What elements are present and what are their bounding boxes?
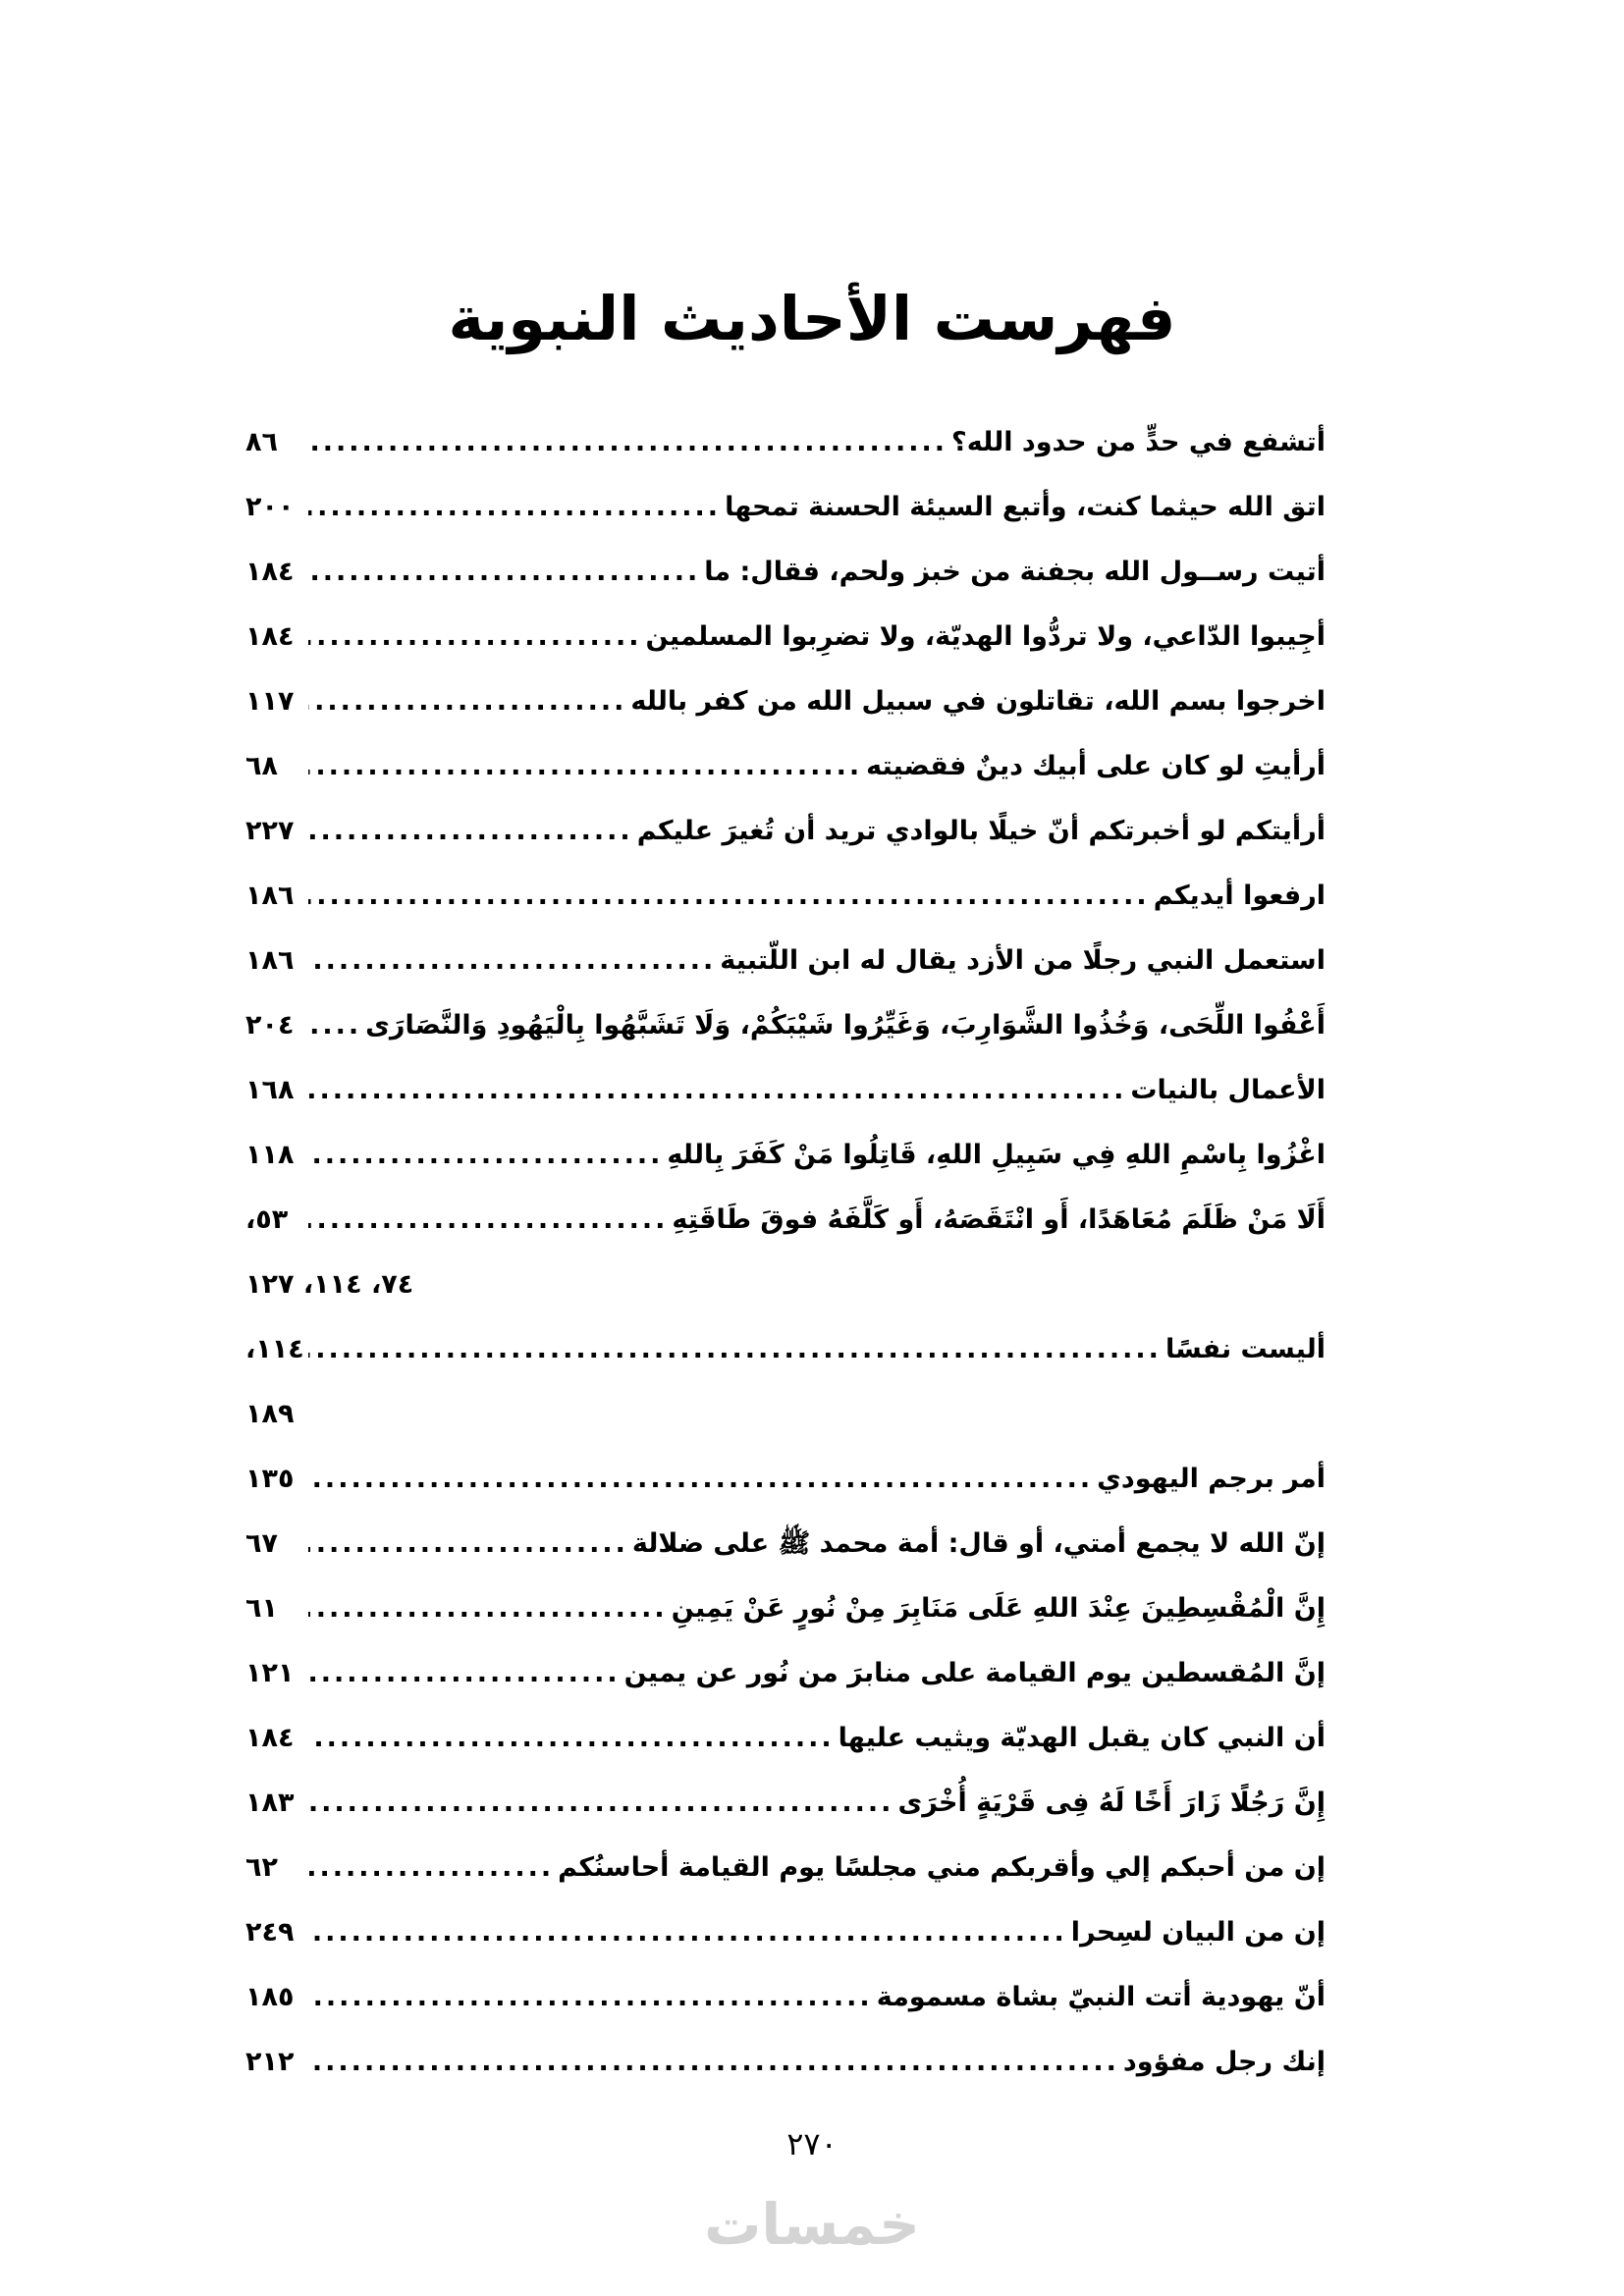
- entry-page-numbers: ١٢١: [245, 1658, 295, 1688]
- entry-text: أليست نفسًا: [1164, 1334, 1326, 1364]
- entry-page-numbers: ١٦٨: [245, 1075, 295, 1105]
- entry-text: اخرجوا بسم الله، تقاتلون في سبيل الله من كفر بالله: [630, 686, 1326, 717]
- entry-text: أن النبي كان يقبل الهديّة ويثيب عليها: [838, 1723, 1326, 1753]
- hadith-index-list: [245, 410, 1326, 2095]
- entry-text: إنَّ المُقسطين يوم القيامة على منابرَ من نُور عن يمين: [623, 1658, 1326, 1688]
- dot-leader: [308, 669, 626, 734]
- index-entry: [245, 1188, 1326, 1253]
- dot-leader: [308, 864, 1150, 929]
- index-entry: [245, 929, 1326, 993]
- entry-page-numbers: ٢٠٠: [245, 492, 295, 522]
- dot-leader: [308, 1123, 663, 1188]
- entry-page-numbers: ١٨٤: [245, 621, 295, 652]
- entry-page-numbers: ١٨٦: [245, 945, 295, 976]
- index-entry: [245, 1641, 1326, 1706]
- entry-page-numbers: ٦٨: [245, 751, 278, 781]
- entry-text: أرأيتكم لو أخبرتكم أنّ خيلًا بالوادي تريد أن تُغيرَ عليكم: [636, 816, 1326, 846]
- dot-leader: [308, 1317, 1162, 1382]
- index-entry: [245, 1058, 1326, 1123]
- entry-page-numbers: ٢٤٩: [245, 1917, 295, 1948]
- entry-text: أَعْفُوا اللِّحَى، وَخُذُوا الشَّوَارِبَ، وَغَيِّرُوا شَيْبَكُمْ، وَلَا تَشَبَّهُوا بِالْيَهُودِ وَالنَّصَارَى: [365, 1010, 1326, 1041]
- index-entry: [245, 1900, 1326, 1965]
- dot-leader: [308, 410, 947, 475]
- entry-page-continuation: ١٨٩: [245, 1399, 295, 1429]
- entry-text: الأعمال بالنيات: [1130, 1075, 1326, 1105]
- index-entry: [245, 1706, 1326, 1771]
- entry-text: أتيت رســول الله بجفنة من خبز ولحم، فقال: ما: [704, 557, 1326, 587]
- entry-text: إِنَّ الْمُقْسِطِينَ عِنْدَ اللهِ عَلَى مَنَابِرَ مِنْ نُورٍ عَنْ يَمِينِ: [671, 1593, 1326, 1624]
- entry-page-numbers: ٢١٢: [245, 2047, 295, 2077]
- entry-page-numbers: ٨٦: [245, 427, 278, 457]
- dot-leader: [308, 1058, 1126, 1123]
- index-entry: [245, 605, 1326, 669]
- dot-leader: [308, 799, 633, 864]
- entry-text: أجِيبوا الدّاعي، ولا تردُّوا الهديّة، ولا تضرِبوا المسلمين: [645, 621, 1326, 652]
- entry-page-numbers: ١٨٤: [245, 1723, 295, 1753]
- index-entry: [245, 1836, 1326, 1900]
- entry-page-numbers: ١٨٥: [245, 1982, 295, 2012]
- dot-leader: [308, 475, 721, 540]
- entry-page-numbers: ١٨٣: [245, 1788, 295, 1818]
- entry-page-numbers: ٦١: [245, 1593, 278, 1624]
- index-entry: [245, 1576, 1326, 1641]
- dot-leader: [308, 1641, 621, 1706]
- entry-page-numbers: ١٨٦: [245, 881, 295, 911]
- entry-page-numbers: ١٣٥: [245, 1464, 295, 1494]
- entry-text: أنّ يهودية أتت النبيّ بشاة مسمومة: [876, 1982, 1326, 2012]
- entry-text: اتق الله حيثما كنت، وأتبع السيئة الحسنة تمحها: [725, 492, 1326, 522]
- entry-text: أرأيتِ لو كان على أبيك دينٌ فقضيته: [866, 751, 1326, 781]
- index-entry: [245, 1771, 1326, 1836]
- dot-leader: [308, 1188, 668, 1253]
- page-number: ٢٧٠: [786, 2125, 838, 2163]
- watermark: خمسات: [704, 2191, 920, 2258]
- entry-page-numbers: ٥٣،: [245, 1204, 289, 1235]
- entry-text: إِنَّ رَجُلًا زَارَ أَخًا لَهُ فِى قَرْيَةٍ أُخْرَى: [897, 1788, 1326, 1818]
- dot-leader: [308, 1771, 893, 1836]
- index-entry: [245, 1965, 1326, 2030]
- entry-page-numbers: ٦٧: [245, 1528, 278, 1559]
- dot-leader: [308, 2030, 1119, 2095]
- dot-leader: [308, 1706, 835, 1771]
- dot-leader: [308, 929, 716, 993]
- entry-text: أَلَا مَنْ ظَلَمَ مُعَاهَدًا، أَو انْتَقَصَهُ، أَو كَلَّفَهُ فوقَ طَاقَتِهِ: [672, 1204, 1326, 1235]
- entry-text: إنك رجل مفؤود: [1122, 2047, 1326, 2077]
- index-entry: [245, 540, 1326, 605]
- dot-leader: [308, 993, 361, 1058]
- entry-text: أمر برجم اليهودي: [1097, 1464, 1326, 1494]
- page-title: فهرست الأحاديث النبوية: [448, 283, 1176, 354]
- entry-text: إن من أحبكم إلي وأقربكم مني مجلسًا يوم القيامة أحاسنُكم: [558, 1852, 1326, 1883]
- dot-leader: [308, 734, 862, 799]
- entry-text: إن من البيان لسِحرا: [1070, 1917, 1326, 1948]
- index-entry: [245, 1447, 1326, 1512]
- entry-page-numbers: ١١٤،: [245, 1334, 304, 1364]
- index-entry: [245, 410, 1326, 475]
- dot-leader: [308, 1512, 628, 1576]
- index-entry: [245, 1512, 1326, 1576]
- dot-leader: [308, 1965, 873, 2030]
- index-entry: [245, 864, 1326, 929]
- index-entry: [245, 734, 1326, 799]
- entry-text: استعمل النبي رجلًا من الأزد يقال له ابن اللّتبية: [720, 945, 1326, 976]
- entry-page-numbers: ٢٠٤: [245, 1010, 295, 1041]
- index-entry: [245, 799, 1326, 864]
- entry-text: إنّ الله لا يجمع أمتي، أو قال: أمة محمد ﷺ على ضلالة: [631, 1528, 1326, 1559]
- entry-page-continuation: ٧٤، ١١٤، ١٢٧: [245, 1269, 414, 1300]
- index-entry: [245, 1317, 1326, 1382]
- dot-leader: [308, 1900, 1067, 1965]
- dot-leader: [308, 1836, 554, 1900]
- index-entry: [245, 669, 1326, 734]
- index-entry: [245, 993, 1326, 1058]
- entry-text: ارفعوا أيديكم: [1153, 881, 1326, 911]
- entry-text: اغْزُوا بِاسْمِ اللهِ فِي سَبِيلِ اللهِ، قَاتِلُوا مَنْ كَفَرَ بِاللهِ: [667, 1140, 1326, 1170]
- entry-page-numbers: ٢٢٧: [245, 816, 295, 846]
- entry-page-numbers: ١١٨: [245, 1140, 295, 1170]
- entry-text: أتشفع في حدٍّ من حدود الله؟: [951, 427, 1326, 457]
- dot-leader: [308, 1576, 668, 1641]
- entry-page-numbers: ٦٢: [245, 1852, 278, 1883]
- entry-page-numbers: ١٨٤: [245, 557, 295, 587]
- dot-leader: [308, 605, 642, 669]
- entry-page-numbers: ١١٧: [245, 686, 295, 717]
- index-entry: [245, 2030, 1326, 2095]
- dot-leader: [308, 1447, 1093, 1512]
- index-entry: [245, 1123, 1326, 1188]
- dot-leader: [308, 540, 700, 605]
- index-entry: [245, 475, 1326, 540]
